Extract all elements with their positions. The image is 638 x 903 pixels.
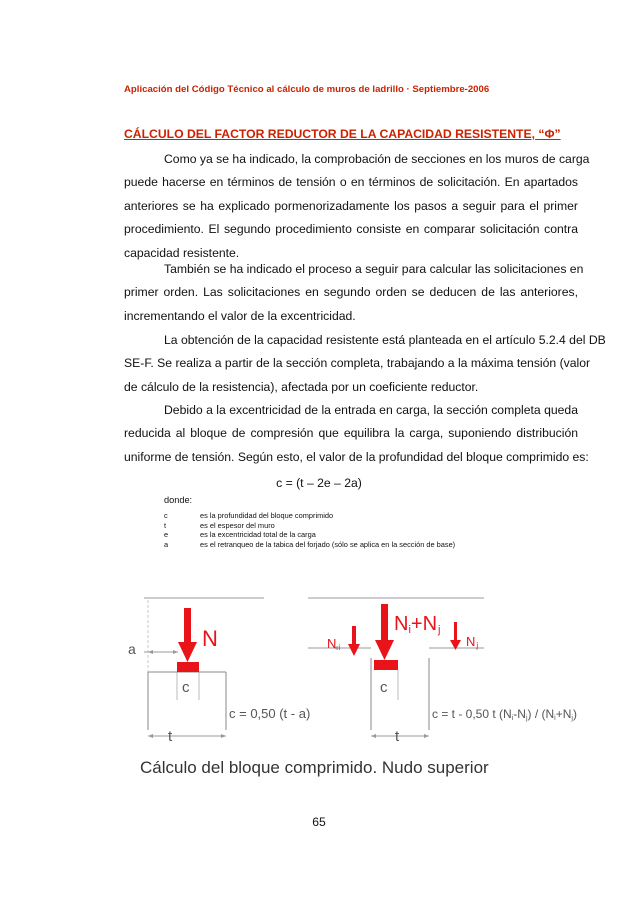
text-line: Como ya se ha indicado, la comprobación de secciones en los muros de carga xyxy=(164,152,590,166)
load-arrow-icon xyxy=(178,642,197,662)
definition-symbol: c xyxy=(164,511,168,520)
dim-arrow-icon xyxy=(221,734,226,738)
text-line: SE-F. Se realiza a partir de la sección completa, trabajando a la máxima tensión (valor xyxy=(124,356,591,371)
definition-row xyxy=(164,511,455,521)
label-Ni-plus-Nj: Ni+Nj xyxy=(394,613,441,636)
definition-row xyxy=(164,530,455,540)
paragraph-1 xyxy=(124,148,590,265)
definition-text: es la profundidad del bloque comprimido xyxy=(200,511,334,520)
compressed-block xyxy=(177,662,199,672)
text-line: La obtención de la capacidad resistente está planteada en el artículo 5.2.4 del DB xyxy=(164,333,606,347)
label-Ni: Ni xyxy=(327,636,341,652)
compressed-block-figure xyxy=(124,590,594,790)
text-line: capacidad resistente. xyxy=(124,245,240,260)
text-line: reducida al bloque de compresión que equilibra la carga, suponiendo distribución xyxy=(124,426,578,441)
dim-arrow-icon xyxy=(371,734,376,738)
label-Nj: Nj xyxy=(466,634,479,650)
running-header: Aplicación del Código Técnico al cálculo de muros de ladrillo · Septiembre-2006 xyxy=(124,84,490,95)
definition-text: es la excentricidad total de la carga xyxy=(200,530,316,540)
dim-arrow-icon xyxy=(148,734,153,738)
text-line: anteriores se ha explicado pormenorizadamente los pasos a seguir para el primer xyxy=(124,198,578,213)
definition-symbol: e xyxy=(164,530,169,540)
load-arrow-shaft xyxy=(381,604,388,644)
definition-symbol: a xyxy=(164,539,169,549)
definition-text: es el retranqueo de la tabica del forjado (sólo se aplica en la sección de base) xyxy=(200,539,456,549)
label-a: a xyxy=(128,641,136,657)
compressed-block xyxy=(374,660,398,670)
section-title: CÁLCULO DEL FACTOR REDUCTOR DE LA CAPACIDAD RESISTENTE, “Φ” xyxy=(124,127,561,141)
definition-row xyxy=(164,521,455,531)
paragraph-3 xyxy=(124,329,606,399)
load-arrow-icon xyxy=(348,644,360,656)
text-line: primer orden. Las solicitaciones en segundo orden se deducen de las anteriores, xyxy=(124,285,578,300)
definitions-list xyxy=(164,511,455,549)
label-c: c xyxy=(380,679,388,696)
text-line: incrementando el valor de la excentricidad. xyxy=(124,308,356,323)
load-arrow-shaft xyxy=(454,622,457,642)
definition-row xyxy=(164,540,455,550)
label-c: c xyxy=(182,679,190,696)
left-diagram xyxy=(128,598,310,745)
page-number: 65 xyxy=(312,815,326,829)
text-line: Debido a la excentricidad de la entrada en carga, la sección completa queda xyxy=(164,403,578,417)
formula: c = (t – 2e – 2a) xyxy=(276,476,362,490)
paragraph-2 xyxy=(124,258,584,328)
text-line: de cálculo de la resistencia), afectada por un coeficiente reductor. xyxy=(124,379,479,394)
label-t: t xyxy=(395,728,400,745)
label-N: N xyxy=(202,626,218,651)
donde-label: donde: xyxy=(164,495,193,505)
dim-arrow-icon xyxy=(424,734,429,738)
text-line: puede hacerse en términos de tensión o en términos de solicitación. En apartados xyxy=(124,175,578,190)
text-line: También se ha indicado el proceso a seguir para calcular las solicitaciones en xyxy=(164,262,584,276)
label-t: t xyxy=(168,728,173,745)
load-arrow-icon xyxy=(375,640,394,660)
dim-arrow-icon xyxy=(173,650,178,654)
figure-caption: Cálculo del bloque comprimido. Nudo superior xyxy=(140,758,489,777)
definition-text: es el espesor del muro xyxy=(200,520,275,530)
right-diagram xyxy=(308,598,577,745)
text-line: uniforme de tensión. Según esto, el valor de la profundidad del bloque comprimido es: xyxy=(124,449,589,464)
formula-left: c = 0,50 (t - a) xyxy=(229,706,311,721)
text-line: procedimiento. El segundo procedimiento consiste en comparar solicitación contra xyxy=(124,222,578,237)
load-arrow-shaft xyxy=(184,608,191,646)
formula-right: c = t - 0,50 t (Ni-Nj) / (Ni+Nj) xyxy=(432,707,577,722)
definition-symbol: t xyxy=(164,520,167,530)
paragraph-4 xyxy=(124,399,589,469)
